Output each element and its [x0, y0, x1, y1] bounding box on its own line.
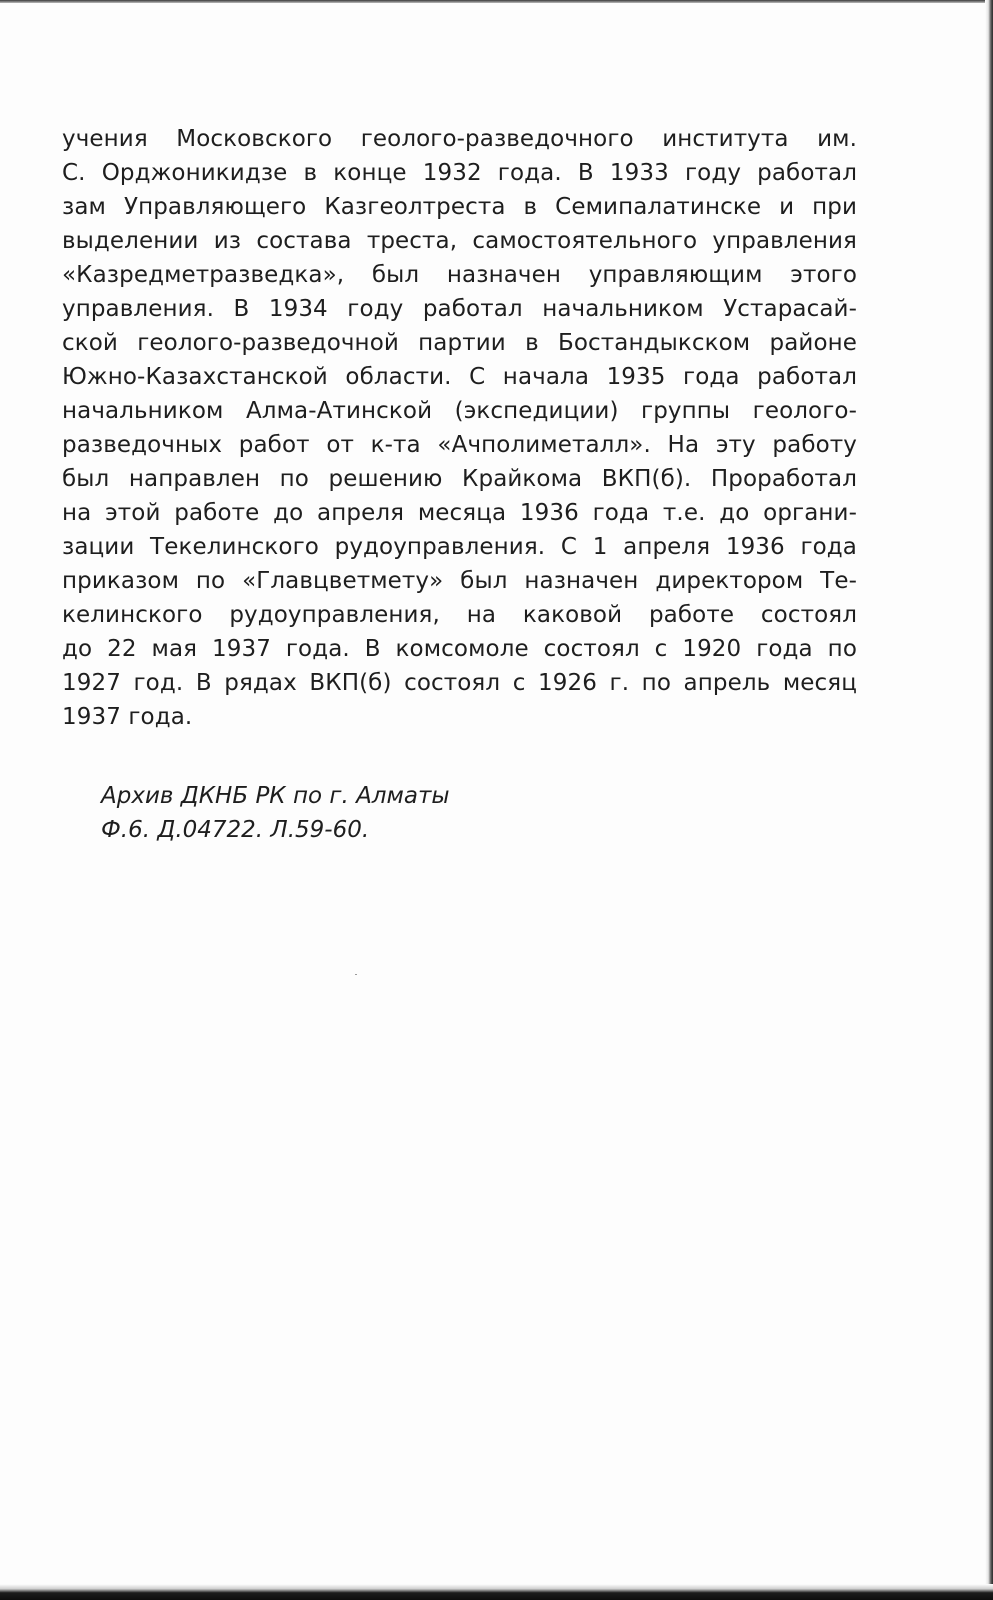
paragraph-line: до 22 мая 1937 года. В комсомоле состоял с 1920 года по [62, 636, 857, 662]
paragraph-line: на этой работе до апреля месяца 1936 года т.е. до органи- [62, 500, 857, 526]
archive-name: Архив ДКНБ РК по г. Алматы [101, 783, 450, 809]
paragraph-line: келинского рудоуправления, на каковой работе состоял [62, 602, 857, 628]
paragraph-line: зации Текелинского рудоуправления. С 1 апреля 1936 года [62, 534, 857, 560]
scan-speck [355, 974, 357, 975]
paragraph-line: «Казредметразведка», был назначен управляющим этого [62, 262, 857, 288]
paragraph-line: ской геолого-разведочной партии в Бостандыкском районе [62, 330, 857, 356]
page-edge-bottom [0, 1584, 993, 1600]
page-edge-right [985, 0, 993, 1600]
paragraph-line: зам Управляющего Казгеолтреста в Семипалатинске и при [62, 194, 857, 220]
paragraph-line: 1927 год. В рядах ВКП(б) состоял с 1926 г. по апрель месяц [62, 670, 857, 696]
paragraph-line-last: 1937 года. [62, 704, 193, 730]
paragraph-line: разведочных работ от к-та «Ачполиметалл». На эту работу [62, 432, 857, 458]
paragraph-line: начальником Алма-Атинской (экспедиции) группы геолого- [62, 398, 857, 424]
paragraph-line: С. Орджоникидзе в конце 1932 года. В 1933 году работал [62, 160, 857, 186]
archive-source-citation [101, 779, 450, 847]
paragraph-line: управления. В 1934 году работал начальником Устарасай- [62, 296, 857, 322]
paragraph-line: выделении из состава треста, самостоятельного управления [62, 228, 857, 254]
paragraph-line: приказом по «Главцветмету» был назначен директором Те- [62, 568, 857, 594]
paragraph-line: Южно-Казахстанской области. С начала 1935 года работал [62, 364, 857, 390]
archive-reference: Ф.6. Д.04722. Л.59-60. [101, 817, 370, 843]
paragraph-line: был направлен по решению Крайкома ВКП(б). Проработал [62, 466, 857, 492]
main-paragraph [62, 122, 857, 734]
paragraph-line: учения Московского геолого-разведочного института им. [62, 126, 857, 152]
page-edge-top [0, 0, 993, 3]
